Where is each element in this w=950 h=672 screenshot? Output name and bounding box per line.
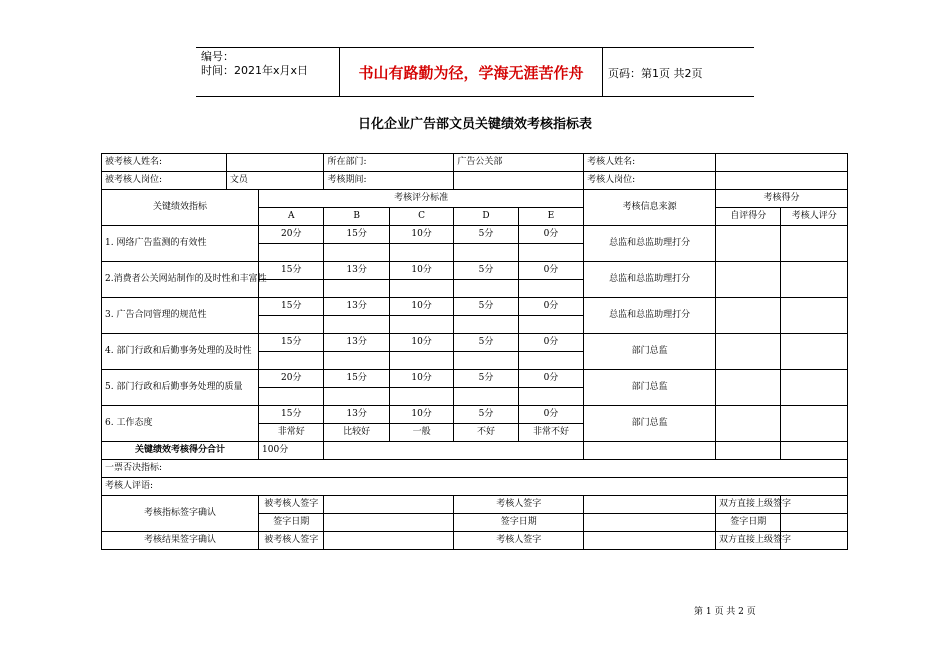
total-self-score[interactable] [716,442,781,460]
score-cell: 10分 [389,298,453,316]
examiner-date-field[interactable] [584,514,716,532]
page-header [196,47,754,97]
blank-cell[interactable] [324,352,389,370]
score-cell: 0分 [518,262,583,280]
score-header: 考核得分 [716,190,848,208]
comment-row [102,478,848,496]
page-label: 页码：第1页 共2页 [608,67,703,80]
comment-label[interactable]: 考核人评语: [102,478,848,496]
total-blank [324,442,584,460]
score-cell: 15分 [324,226,389,244]
examiner-score-cell[interactable] [781,262,848,298]
kpi-name: 2.消费者公关网站制作的及时性和丰富性 [102,262,259,298]
blank-cell[interactable] [324,388,389,406]
blank-cell[interactable] [454,388,518,406]
examiner-post-value[interactable] [716,172,848,190]
examinee-sign-field[interactable] [324,496,454,514]
examiner-post-label: 考核人岗位: [584,172,716,190]
header-left [201,50,308,78]
grade-b: B [324,208,389,226]
examiner-sign-label: 考核人签字 [454,496,584,514]
page-footer: 第 1 页 共 2 页 [694,607,756,617]
blank-cell[interactable] [518,244,583,262]
self-score-cell[interactable] [716,262,781,298]
examiner-score-header: 考核人评分 [781,208,848,226]
motto: 书山有路勤为径，学海无涯苦作舟 [339,48,603,96]
blank-cell[interactable] [389,280,453,298]
period-value[interactable] [454,172,584,190]
examinee-date-field[interactable] [324,514,454,532]
kpi-name: 3. 广告合同管理的规范性 [102,298,259,334]
score-cell: 20分 [259,370,324,388]
score-cell: 13分 [324,298,389,316]
result-examinee-sign-field[interactable] [324,532,454,550]
score-cell: 13分 [324,406,389,424]
blank-cell[interactable] [324,316,389,334]
score-cell: 5分 [454,370,518,388]
blank-cell[interactable] [259,244,324,262]
kpi-table [101,153,848,550]
blank-cell[interactable] [518,388,583,406]
grade-e: E [518,208,583,226]
number-label: 编号： [201,50,234,63]
examiner-score-cell[interactable] [781,226,848,262]
superior-date-field[interactable] [781,514,848,532]
info-row-2 [102,172,848,190]
source-header: 考核信息来源 [584,190,716,226]
self-score-cell[interactable] [716,226,781,262]
examinee-post-label: 被考核人岗位: [102,172,227,190]
blank-cell[interactable] [324,244,389,262]
examiner-score-cell[interactable] [781,298,848,334]
total-value: 100分 [259,442,324,460]
examinee-name-label: 被考核人姓名: [102,154,227,172]
score-cell: 15分 [259,406,324,424]
score-cell: 13分 [324,262,389,280]
score-cell: 0分 [518,226,583,244]
blank-cell[interactable] [389,352,453,370]
superior-sign-label: 双方直接上级签字 [716,496,781,514]
grade-a: A [259,208,324,226]
standard-header: 考核评分标准 [259,190,584,208]
self-score-header: 自评得分 [716,208,781,226]
score-cell: 0分 [518,406,583,424]
score-cell: 15分 [259,262,324,280]
result-superior-sign-label: 双方直接上级签字 [716,532,781,550]
total-source-blank [584,442,716,460]
source-cell: 部门总监 [584,334,716,370]
blank-cell[interactable] [454,280,518,298]
level-cell: 比较好 [324,424,389,442]
score-cell: 10分 [389,370,453,388]
grade-d: D [454,208,518,226]
table-row [102,226,848,244]
examinee-date-label: 签字日期 [259,514,324,532]
self-score-cell[interactable] [716,370,781,406]
blank-cell[interactable] [454,244,518,262]
veto-label[interactable]: 一票否决指标: [102,460,848,478]
result-examinee-sign-label: 被考核人签字 [259,532,324,550]
page-title: 日化企业广告部文员关键绩效考核指标表 [357,117,592,132]
examinee-sign-label: 被考核人签字 [259,496,324,514]
blank-cell[interactable] [259,280,324,298]
blank-cell[interactable] [259,352,324,370]
source-cell: 总监和总监助理打分 [584,262,716,298]
examiner-sign-field[interactable] [584,496,716,514]
score-cell: 0分 [518,298,583,316]
blank-cell[interactable] [454,352,518,370]
blank-cell[interactable] [518,316,583,334]
examiner-date-label: 签字日期 [454,514,584,532]
score-cell: 0分 [518,370,583,388]
score-cell: 10分 [389,406,453,424]
examinee-post-value[interactable]: 文员 [226,172,324,190]
score-cell: 10分 [389,226,453,244]
blank-cell[interactable] [389,244,453,262]
superior-date-label: 签字日期 [716,514,781,532]
self-score-cell[interactable] [716,406,781,442]
level-cell: 非常不好 [518,424,583,442]
total-row [102,442,848,460]
level-cell: 一般 [389,424,453,442]
department-value[interactable]: 广告公关部 [454,154,584,172]
score-cell: 10分 [389,262,453,280]
kpi-name: 6. 工作态度 [102,406,259,442]
self-score-cell[interactable] [716,298,781,334]
veto-row [102,460,848,478]
source-cell: 部门总监 [584,406,716,442]
score-cell: 0分 [518,334,583,352]
score-cell: 15分 [324,370,389,388]
score-cell: 15分 [259,298,324,316]
source-cell: 总监和总监助理打分 [584,226,716,262]
blank-cell[interactable] [389,388,453,406]
table-row [102,334,848,352]
source-cell: 部门总监 [584,370,716,406]
total-label: 关键绩效考核得分合计 [102,442,259,460]
examiner-score-cell[interactable] [781,334,848,370]
examiner-score-cell[interactable] [781,406,848,442]
table-row [102,298,848,316]
signoff-row [102,496,848,514]
score-cell: 10分 [389,334,453,352]
source-cell: 总监和总监助理打分 [584,298,716,334]
result-signoff-row [102,532,848,550]
self-score-cell[interactable] [716,334,781,370]
indicator-confirm-label: 考核指标签字确认 [102,496,259,532]
score-cell: 5分 [454,406,518,424]
column-header-row-1 [102,190,848,208]
score-cell: 5分 [454,226,518,244]
score-cell: 13分 [324,334,389,352]
score-cell: 15分 [259,334,324,352]
kpi-header: 关键绩效指标 [102,190,259,226]
examiner-name-value[interactable] [716,154,848,172]
level-cell: 不好 [454,424,518,442]
score-cell: 5分 [454,334,518,352]
info-row-1 [102,154,848,172]
result-examiner-sign-field[interactable] [584,532,716,550]
period-label: 考核期间: [324,172,454,190]
examinee-name-value[interactable] [226,154,324,172]
examiner-score-cell[interactable] [781,370,848,406]
kpi-name: 1. 网络广告监测的有效性 [102,226,259,262]
blank-cell[interactable] [518,280,583,298]
kpi-name: 5. 部门行政和后勤事务处理的质量 [102,370,259,406]
blank-cell[interactable] [259,388,324,406]
blank-cell[interactable] [259,316,324,334]
department-label: 所在部门: [324,154,454,172]
blank-cell[interactable] [389,316,453,334]
result-confirm-label: 考核结果签字确认 [102,532,259,550]
examiner-name-label: 考核人姓名: [584,154,716,172]
blank-cell[interactable] [518,352,583,370]
level-cell: 非常好 [259,424,324,442]
table-row [102,262,848,280]
result-examiner-sign-label: 考核人签字 [454,532,584,550]
blank-cell[interactable] [454,316,518,334]
score-cell: 5分 [454,262,518,280]
total-examiner-score[interactable] [781,442,848,460]
grade-c: C [389,208,453,226]
kpi-name: 4. 部门行政和后勤事务处理的及时性 [102,334,259,370]
table-row [102,370,848,388]
time-label: 时间：2021年x月x日 [201,64,309,77]
score-cell: 20分 [259,226,324,244]
score-cell: 5分 [454,298,518,316]
blank-cell[interactable] [324,280,389,298]
table-row [102,406,848,424]
